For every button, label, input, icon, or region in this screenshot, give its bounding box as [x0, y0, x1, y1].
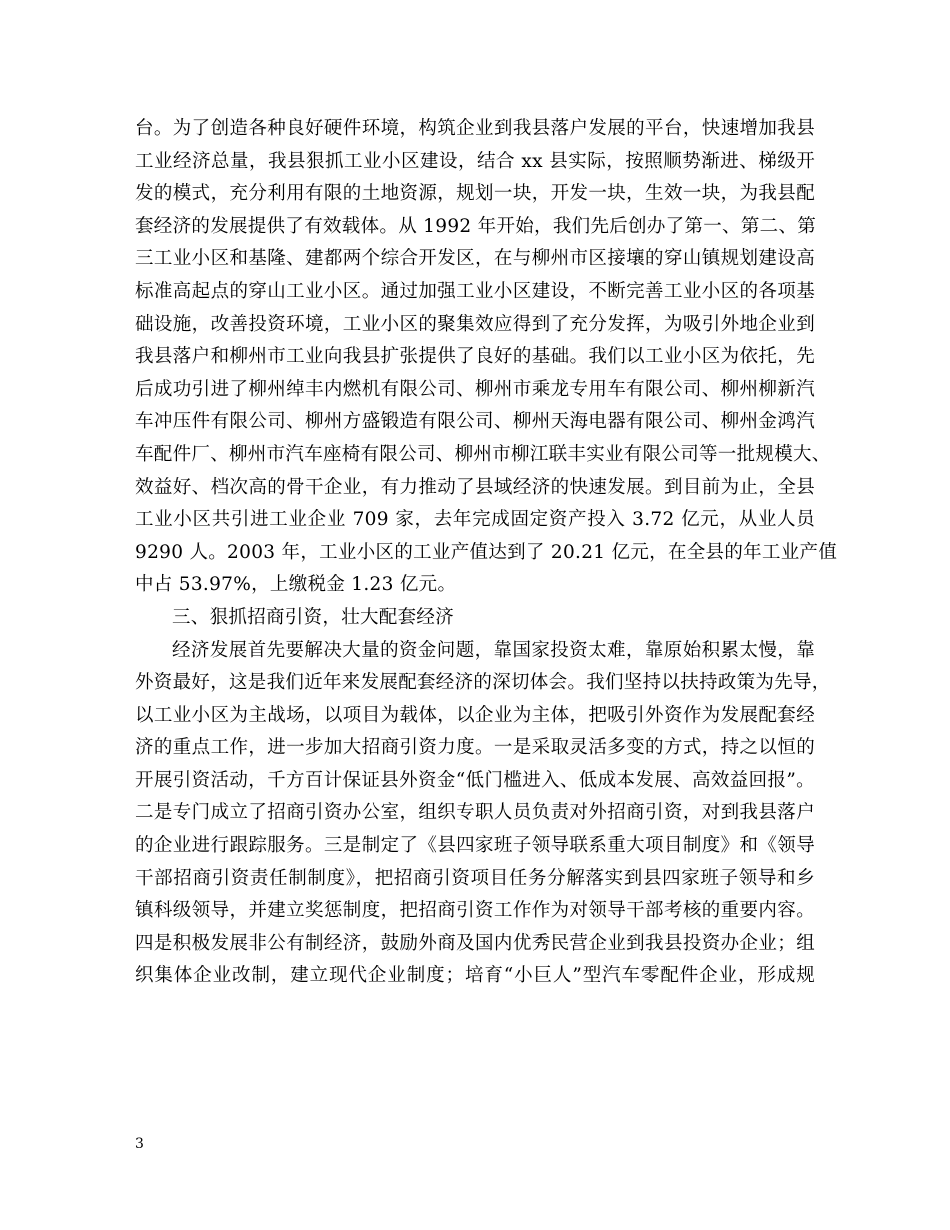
text-line: 织集体企业改制，建立现代企业制度；培育“小巨人”型汽车零配件企业，形成规 [135, 965, 815, 987]
page-number: 3 [135, 1136, 144, 1152]
text-line: 的企业进行跟踪服务。三是制定了《县四家班子领导联系重大项目制度》和《领导 [135, 835, 815, 857]
text-line: 套经济的发展提供了有效载体。从 1992 年开始，我们先后创办了第一、第二、第 [135, 215, 817, 237]
text-line: 四是积极发展非公有制经济，鼓励外商及国内优秀民营企业到我县投资办企业；组 [135, 932, 815, 954]
text-line: 标准高起点的穿山工业小区。通过加强工业小区建设，不断完善工业小区的各项基 [135, 280, 815, 302]
text-line: 效益好、档次高的骨干企业，有力推动了县域经济的快速发展。到目前为止，全县 [135, 476, 815, 498]
text-line: 工业经济总量，我县狠抓工业小区建设，结合 xx 县实际，按照顺势渐进、梯级开 [135, 150, 815, 172]
section-heading: 三、狠抓招商引资，壮大配套经济 [172, 606, 455, 628]
text-line: 9290 人。2003 年，工业小区的工业产值达到了 20.21 亿元，在全县的年工业产值 [135, 541, 838, 563]
text-line: 台。为了创造各种良好硬件环境，构筑企业到我县落户发展的平台，快速增加我县 [135, 118, 815, 139]
text-line: 外资最好，这是我们近年来发展配套经济的深切体会。我们坚持以扶持政策为先导， [135, 672, 831, 694]
text-line: 镇科级领导，并建立奖惩制度，把招商引资工作作为对领导干部考核的重要内容。 [135, 900, 815, 922]
text-line: 经济发展首先要解决大量的资金问题，靠国家投资太难，靠原始积累太慢，靠 [172, 639, 815, 661]
text-line: 中占 53.97%，上缴税金 1.23 亿元。 [135, 574, 457, 596]
text-line: 二是专门成立了招商引资办公室，组织专职人员负责对外招商引资，对到我县落户 [135, 802, 815, 824]
text-line: 开展引资活动，千方百计保证县外资金“低门槛进入、低成本发展、高效益回报”。 [135, 769, 815, 791]
text-line: 我县落户和柳州市工业向我县扩张提供了良好的基础。我们以工业小区为依托，先 [135, 346, 815, 368]
text-line: 础设施，改善投资环境，工业小区的聚集效应得到了充分发挥，为吸引外地企业到 [135, 313, 815, 335]
text-line: 以工业小区为主战场，以项目为载体，以企业为主体，把吸引外资作为发展配套经 [135, 704, 815, 726]
text-line: 车配件厂、柳州市汽车座椅有限公司、柳州市柳江联丰实业有限公司等一批规模大、 [135, 443, 831, 465]
body-text [135, 113, 838, 993]
text-line: 干部招商引资责任制制度》，把招商引资项目任务分解落实到县四家班子领导和乡 [135, 867, 815, 889]
text-line: 后成功引进了柳州绰丰内燃机有限公司、柳州市乘龙专用车有限公司、柳州柳新汽 [135, 378, 815, 400]
text-line: 车冲压件有限公司、柳州方盛锻造有限公司、柳州天海电器有限公司、柳州金鸿汽 [135, 411, 815, 433]
text-line: 济的重点工作，进一步加大招商引资力度。一是采取灵活多变的方式，持之以恒的 [135, 737, 815, 759]
text-line: 发的模式，充分利用有限的土地资源，规划一块，开发一块，生效一块，为我县配 [135, 183, 815, 205]
text-line: 工业小区共引进工业企业 709 家，去年完成固定资产投入 3.72 亿元，从业人员 [135, 509, 815, 531]
text-line: 三工业小区和基隆、建都两个综合开发区，在与柳州市区接壤的穿山镇规划建设高 [135, 248, 815, 270]
